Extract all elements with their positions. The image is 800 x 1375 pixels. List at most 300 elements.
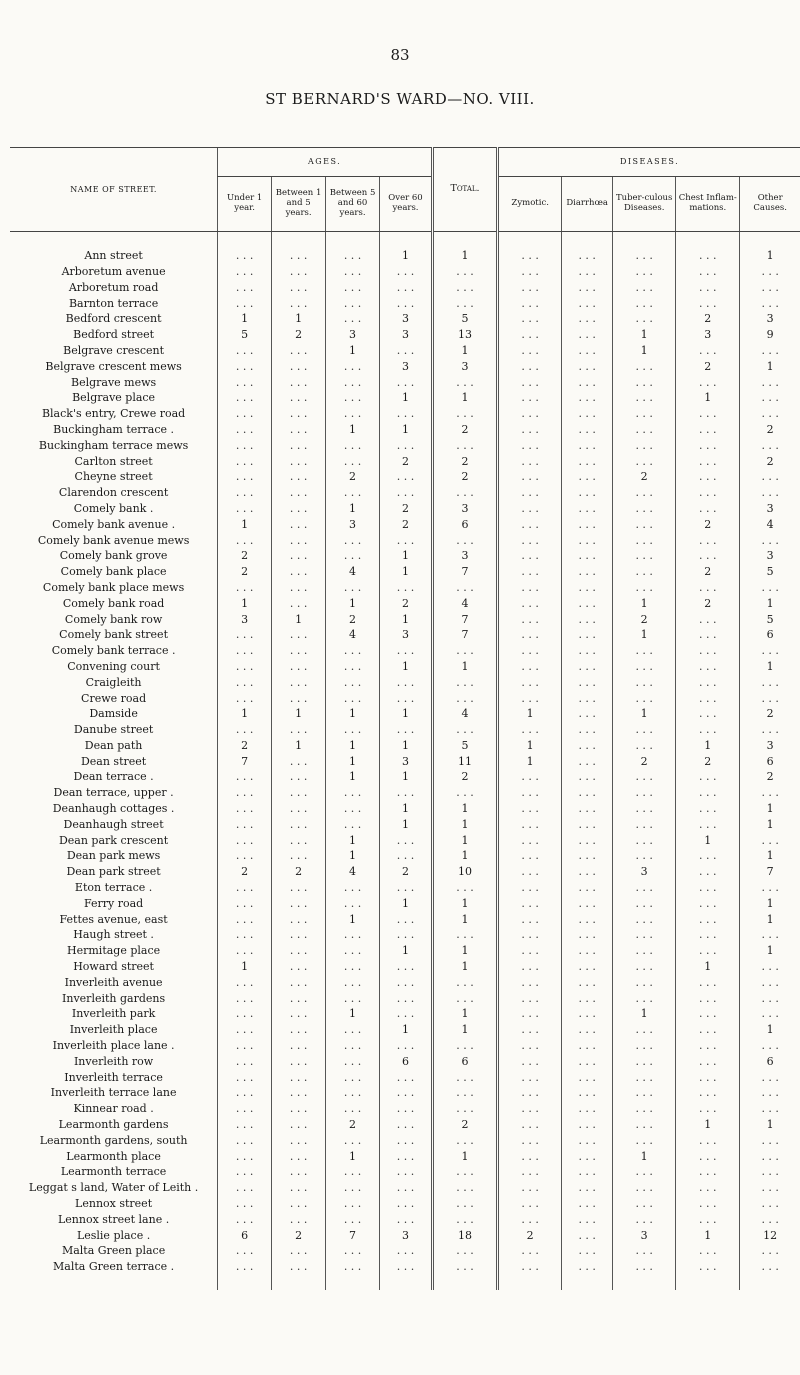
cell-chest: . . . (676, 911, 740, 927)
cell-zymotic: . . . (498, 1085, 562, 1101)
cell-between-5-60: 2 (326, 1117, 380, 1133)
cell-other: . . . (740, 1243, 800, 1259)
cell-between-5-60: . . . (326, 1196, 380, 1212)
cell-over-60: 1 (380, 659, 433, 675)
cell-zymotic: . . . (498, 895, 562, 911)
cell-between-1-5: . . . (272, 1006, 326, 1022)
cell-diarrhoea: . . . (562, 643, 613, 659)
cell-over-60: 1 (380, 816, 433, 832)
cell-other: 1 (740, 1022, 800, 1038)
cell-other: . . . (740, 1259, 800, 1275)
cell-diarrhoea: . . . (562, 311, 613, 327)
cell-over-60: 2 (380, 501, 433, 517)
cell-total: . . . (432, 674, 497, 690)
cell-chest: . . . (676, 1196, 740, 1212)
cell-between-5-60: . . . (326, 1022, 380, 1038)
cell-total: 5 (432, 311, 497, 327)
cell-other: 2 (740, 769, 800, 785)
cell-total: . . . (432, 1259, 497, 1275)
cell-between-1-5: . . . (272, 343, 326, 359)
cell-tuberculous: . . . (613, 895, 676, 911)
cell-diarrhoea: . . . (562, 532, 613, 548)
cell-under-1: . . . (218, 1053, 272, 1069)
cell-between-1-5: . . . (272, 1132, 326, 1148)
cell-total: 4 (432, 706, 497, 722)
table-row (10, 469, 800, 485)
table-row (10, 1132, 800, 1148)
cell-between-1-5: . . . (272, 406, 326, 422)
cell-chest: . . . (676, 643, 740, 659)
cell-zymotic: . . . (498, 611, 562, 627)
cell-diarrhoea: . . . (562, 990, 613, 1006)
cell-other: 2 (740, 422, 800, 438)
street-name: Comely bank terrace . (51, 644, 176, 658)
cell-under-1: . . . (218, 974, 272, 990)
cell-between-5-60: . . . (326, 1180, 380, 1196)
street-name: Buckingham terrace mews (38, 438, 189, 452)
cell-tuberculous: . . . (613, 1132, 676, 1148)
cell-total: 3 (432, 548, 497, 564)
cell-between-5-60: . . . (326, 532, 380, 548)
cell-between-5-60: . . . (326, 311, 380, 327)
cell-tuberculous: . . . (613, 390, 676, 406)
cell-diarrhoea: . . . (562, 1132, 613, 1148)
cell-between-1-5: . . . (272, 1164, 326, 1180)
cell-zymotic: . . . (498, 832, 562, 848)
cell-zymotic: . . . (498, 816, 562, 832)
cell-tuberculous: . . . (613, 1053, 676, 1069)
cell-diarrhoea: . . . (562, 1022, 613, 1038)
cell-other: . . . (740, 1164, 800, 1180)
cell-zymotic: . . . (498, 264, 562, 280)
cell-chest: . . . (676, 659, 740, 675)
cell-total: 2 (432, 422, 497, 438)
cell-other: . . . (740, 295, 800, 311)
cell-other: 3 (740, 501, 800, 517)
cell-tuberculous: . . . (613, 580, 676, 596)
cell-between-5-60: . . . (326, 390, 380, 406)
cell-diarrhoea: . . . (562, 1069, 613, 1085)
table-row (10, 1101, 800, 1117)
cell-over-60: . . . (380, 1259, 433, 1275)
cell-between-5-60: . . . (326, 295, 380, 311)
cell-tuberculous: 3 (613, 1227, 676, 1243)
cell-between-5-60: . . . (326, 927, 380, 943)
cell-over-60: 3 (380, 1227, 433, 1243)
cell-tuberculous: . . . (613, 1101, 676, 1117)
cell-over-60: . . . (380, 1164, 433, 1180)
table-row (10, 627, 800, 643)
cell-under-1: 2 (218, 738, 272, 754)
cell-other: 2 (740, 453, 800, 469)
street-name: Deanhaugh street (63, 817, 164, 831)
cell-zymotic: . . . (498, 532, 562, 548)
cell-zymotic: . . . (498, 501, 562, 517)
street-name: Belgrave crescent (63, 343, 165, 357)
cell-between-1-5: . . . (272, 1196, 326, 1212)
cell-between-1-5: . . . (272, 532, 326, 548)
cell-chest: . . . (676, 974, 740, 990)
cell-total: 7 (432, 564, 497, 580)
cell-between-5-60: 1 (326, 501, 380, 517)
cell-chest: . . . (676, 990, 740, 1006)
cell-tuberculous: . . . (613, 311, 676, 327)
cell-zymotic: 1 (498, 753, 562, 769)
cell-under-1: 3 (218, 611, 272, 627)
cell-zymotic: . . . (498, 390, 562, 406)
cell-chest: . . . (676, 864, 740, 880)
cell-under-1: . . . (218, 1117, 272, 1133)
cell-tuberculous: . . . (613, 659, 676, 675)
street-name: Belgrave crescent mews (45, 359, 182, 373)
street-name: Kinnear road . (73, 1102, 154, 1116)
page-number: 83 (390, 46, 410, 64)
cell-tuberculous: . . . (613, 880, 676, 896)
cell-tuberculous: . . . (613, 248, 676, 264)
cell-diarrhoea: . . . (562, 1211, 613, 1227)
cell-between-5-60: . . . (326, 1053, 380, 1069)
cell-between-5-60: . . . (326, 643, 380, 659)
cell-between-1-5: . . . (272, 279, 326, 295)
cell-other: 12 (740, 1227, 800, 1243)
cell-over-60: . . . (380, 1132, 433, 1148)
cell-under-1: . . . (218, 1243, 272, 1259)
cell-total: 7 (432, 627, 497, 643)
cell-other: . . . (740, 959, 800, 975)
table-row (10, 911, 800, 927)
cell-between-1-5: . . . (272, 832, 326, 848)
cell-between-5-60: . . . (326, 659, 380, 675)
cell-under-1: . . . (218, 264, 272, 280)
cell-between-5-60: 1 (326, 422, 380, 438)
cell-diarrhoea: . . . (562, 1006, 613, 1022)
cell-between-1-5: . . . (272, 358, 326, 374)
cell-chest: . . . (676, 1101, 740, 1117)
table-row (10, 864, 800, 880)
cell-under-1: . . . (218, 501, 272, 517)
cell-between-5-60: . . . (326, 816, 380, 832)
street-name: Eton terrace . (74, 881, 153, 895)
cell-under-1: . . . (218, 943, 272, 959)
cell-other: . . . (740, 643, 800, 659)
street-name: Inverleith gardens (62, 991, 166, 1005)
table-row (10, 1038, 800, 1054)
cell-between-1-5: . . . (272, 1069, 326, 1085)
cell-between-1-5: . . . (272, 501, 326, 517)
cell-between-1-5: . . . (272, 785, 326, 801)
cell-other: 3 (740, 311, 800, 327)
street-name: Danube street (73, 723, 154, 737)
cell-over-60: . . . (380, 343, 433, 359)
cell-between-1-5: . . . (272, 959, 326, 975)
header-over-60: Over 60 years. (380, 177, 433, 232)
cell-total: . . . (432, 1085, 497, 1101)
street-name: Dean terrace . (73, 770, 154, 784)
cell-tuberculous: . . . (613, 1259, 676, 1275)
cell-chest: . . . (676, 501, 740, 517)
table-row (10, 343, 800, 359)
cell-total: 1 (432, 1148, 497, 1164)
cell-other: . . . (740, 469, 800, 485)
cell-other: 3 (740, 738, 800, 754)
cell-tuberculous: . . . (613, 959, 676, 975)
cell-other: . . . (740, 1196, 800, 1212)
cell-over-60: . . . (380, 1211, 433, 1227)
table-row (10, 358, 800, 374)
cell-tuberculous: . . . (613, 358, 676, 374)
cell-between-5-60: . . . (326, 990, 380, 1006)
cell-between-1-5: . . . (272, 422, 326, 438)
cell-between-5-60: . . . (326, 959, 380, 975)
cell-tuberculous: . . . (613, 990, 676, 1006)
cell-chest: 2 (676, 358, 740, 374)
cell-over-60: 1 (380, 422, 433, 438)
cell-tuberculous: . . . (613, 832, 676, 848)
cell-over-60: . . . (380, 469, 433, 485)
cell-zymotic: . . . (498, 1117, 562, 1133)
street-name: Craigleith (85, 675, 142, 689)
cell-tuberculous: . . . (613, 1196, 676, 1212)
cell-chest: . . . (676, 343, 740, 359)
table-row (10, 974, 800, 990)
cell-zymotic: . . . (498, 327, 562, 343)
cell-tuberculous: . . . (613, 279, 676, 295)
cell-other: . . . (740, 1006, 800, 1022)
cell-other: . . . (740, 785, 800, 801)
cell-tuberculous: 1 (613, 343, 676, 359)
cell-zymotic: . . . (498, 374, 562, 390)
cell-diarrhoea: . . . (562, 1085, 613, 1101)
cell-chest: . . . (676, 690, 740, 706)
cell-total: . . . (432, 722, 497, 738)
cell-over-60: 2 (380, 453, 433, 469)
cell-zymotic: 2 (498, 1227, 562, 1243)
cell-tuberculous: . . . (613, 295, 676, 311)
cell-tuberculous: . . . (613, 1117, 676, 1133)
street-name: Inverleith terrace (64, 1070, 163, 1084)
cell-zymotic: . . . (498, 974, 562, 990)
cell-under-1: . . . (218, 422, 272, 438)
cell-between-5-60: . . . (326, 674, 380, 690)
cell-between-5-60: 1 (326, 738, 380, 754)
cell-diarrhoea: . . . (562, 374, 613, 390)
street-name: Malta Green place (61, 1244, 166, 1258)
table-row (10, 801, 800, 817)
cell-tuberculous: 3 (613, 864, 676, 880)
cell-under-1: . . . (218, 248, 272, 264)
cell-total: 2 (432, 1117, 497, 1133)
cell-over-60: . . . (380, 1069, 433, 1085)
cell-zymotic: . . . (498, 1069, 562, 1085)
cell-between-5-60: 3 (326, 327, 380, 343)
cell-other: . . . (740, 690, 800, 706)
cell-diarrhoea: . . . (562, 1038, 613, 1054)
cell-zymotic: . . . (498, 516, 562, 532)
table-row (10, 816, 800, 832)
cell-zymotic: . . . (498, 437, 562, 453)
table-row (10, 248, 800, 264)
cell-other: . . . (740, 832, 800, 848)
cell-over-60: 3 (380, 358, 433, 374)
cell-tuberculous: . . . (613, 674, 676, 690)
table-row (10, 485, 800, 501)
cell-zymotic: . . . (498, 674, 562, 690)
cell-over-60: . . . (380, 1006, 433, 1022)
cell-diarrhoea: . . . (562, 358, 613, 374)
table-row (10, 690, 800, 706)
street-name: Learmonth gardens, south (39, 1133, 188, 1147)
cell-diarrhoea: . . . (562, 1180, 613, 1196)
cell-between-5-60: . . . (326, 785, 380, 801)
cell-tuberculous: . . . (613, 927, 676, 943)
cell-between-1-5: . . . (272, 1243, 326, 1259)
table-row (10, 1259, 800, 1275)
street-name: Dean park crescent (58, 833, 169, 847)
street-name: Inverleith place lane . (52, 1039, 175, 1053)
cell-between-1-5: 1 (272, 738, 326, 754)
table-row (10, 516, 800, 532)
table-row (10, 659, 800, 675)
cell-tuberculous: . . . (613, 943, 676, 959)
cell-chest: . . . (676, 848, 740, 864)
cell-zymotic: . . . (498, 880, 562, 896)
cell-chest: . . . (676, 1243, 740, 1259)
cell-under-1: 2 (218, 564, 272, 580)
cell-zymotic: . . . (498, 1164, 562, 1180)
cell-chest: . . . (676, 1038, 740, 1054)
street-name: Carlton street (74, 454, 153, 468)
cell-total: 1 (432, 848, 497, 864)
street-name: Leggat s land, Water of Leith . (28, 1181, 199, 1195)
cell-diarrhoea: . . . (562, 959, 613, 975)
cell-tuberculous: . . . (613, 406, 676, 422)
table-body (10, 232, 800, 1291)
table-row (10, 548, 800, 564)
cell-total: 1 (432, 343, 497, 359)
cell-between-5-60: 2 (326, 469, 380, 485)
bottom-spacer-row (10, 1275, 800, 1291)
cell-total: . . . (432, 690, 497, 706)
cell-total: . . . (432, 279, 497, 295)
cell-zymotic: . . . (498, 295, 562, 311)
cell-tuberculous: . . . (613, 1038, 676, 1054)
cell-zymotic: 1 (498, 706, 562, 722)
cell-between-1-5: . . . (272, 1038, 326, 1054)
cell-between-5-60: . . . (326, 248, 380, 264)
cell-over-60: 2 (380, 864, 433, 880)
table-row (10, 1211, 800, 1227)
cell-diarrhoea: . . . (562, 343, 613, 359)
cell-under-1: . . . (218, 1148, 272, 1164)
cell-chest: . . . (676, 816, 740, 832)
street-name: Lennox street (75, 1197, 153, 1210)
cell-total: . . . (432, 927, 497, 943)
cell-tuberculous: . . . (613, 911, 676, 927)
table-row (10, 406, 800, 422)
cell-total: 3 (432, 501, 497, 517)
street-name: Black's entry, Crewe road (41, 407, 186, 421)
cell-chest: . . . (676, 895, 740, 911)
cell-under-1: . . . (218, 659, 272, 675)
cell-diarrhoea: . . . (562, 674, 613, 690)
cell-under-1: . . . (218, 1101, 272, 1117)
street-name: Buckingham terrace . (53, 422, 175, 436)
cell-diarrhoea: . . . (562, 832, 613, 848)
cell-zymotic: . . . (498, 1132, 562, 1148)
cell-between-5-60: . . . (326, 453, 380, 469)
cell-chest: . . . (676, 580, 740, 596)
cell-chest: 3 (676, 327, 740, 343)
cell-total: . . . (432, 1132, 497, 1148)
cell-tuberculous: . . . (613, 1211, 676, 1227)
table-row (10, 927, 800, 943)
cell-other: 1 (740, 595, 800, 611)
cell-tuberculous: . . . (613, 690, 676, 706)
cell-total: . . . (432, 880, 497, 896)
cell-between-1-5: . . . (272, 580, 326, 596)
cell-tuberculous: . . . (613, 485, 676, 501)
cell-between-5-60: 1 (326, 753, 380, 769)
cell-between-1-5: . . . (272, 1148, 326, 1164)
cell-diarrhoea: . . . (562, 722, 613, 738)
cell-under-1: . . . (218, 1006, 272, 1022)
cell-other: 6 (740, 753, 800, 769)
cell-between-1-5: . . . (272, 264, 326, 280)
cell-between-5-60: . . . (326, 1132, 380, 1148)
cell-tuberculous: 1 (613, 706, 676, 722)
cell-over-60: . . . (380, 532, 433, 548)
cell-tuberculous: 1 (613, 1148, 676, 1164)
street-name: Learmonth gardens (58, 1118, 169, 1132)
cell-over-60: 1 (380, 564, 433, 580)
cell-zymotic: . . . (498, 848, 562, 864)
cell-diarrhoea: . . . (562, 1053, 613, 1069)
cell-chest: 1 (676, 738, 740, 754)
mortality-table (10, 147, 800, 1290)
header-between-5-and-60: Between 5 and 60 years. (326, 177, 380, 232)
cell-over-60: 1 (380, 943, 433, 959)
cell-between-1-5: 1 (272, 311, 326, 327)
cell-other: . . . (740, 406, 800, 422)
header-tuberculous: Tuber-culous Diseases. (613, 177, 676, 232)
cell-other: 2 (740, 706, 800, 722)
cell-zymotic: . . . (498, 1148, 562, 1164)
cell-under-1: 5 (218, 327, 272, 343)
cell-between-1-5: . . . (272, 659, 326, 675)
table-row (10, 390, 800, 406)
cell-under-1: . . . (218, 880, 272, 896)
cell-tuberculous: . . . (613, 516, 676, 532)
cell-under-1: 1 (218, 595, 272, 611)
table-row (10, 959, 800, 975)
street-name: Deanhaugh cottages . (52, 802, 175, 816)
table-row (10, 264, 800, 280)
cell-total: 11 (432, 753, 497, 769)
cell-zymotic: . . . (498, 1180, 562, 1196)
cell-total: . . . (432, 1196, 497, 1212)
cell-total: 1 (432, 659, 497, 675)
cell-over-60: 1 (380, 706, 433, 722)
cell-other: 1 (740, 659, 800, 675)
cell-diarrhoea: . . . (562, 769, 613, 785)
table-row (10, 832, 800, 848)
cell-over-60: 1 (380, 895, 433, 911)
cell-chest: 1 (676, 1117, 740, 1133)
cell-over-60: . . . (380, 374, 433, 390)
cell-between-1-5: . . . (272, 943, 326, 959)
table-row (10, 738, 800, 754)
cell-zymotic: . . . (498, 485, 562, 501)
